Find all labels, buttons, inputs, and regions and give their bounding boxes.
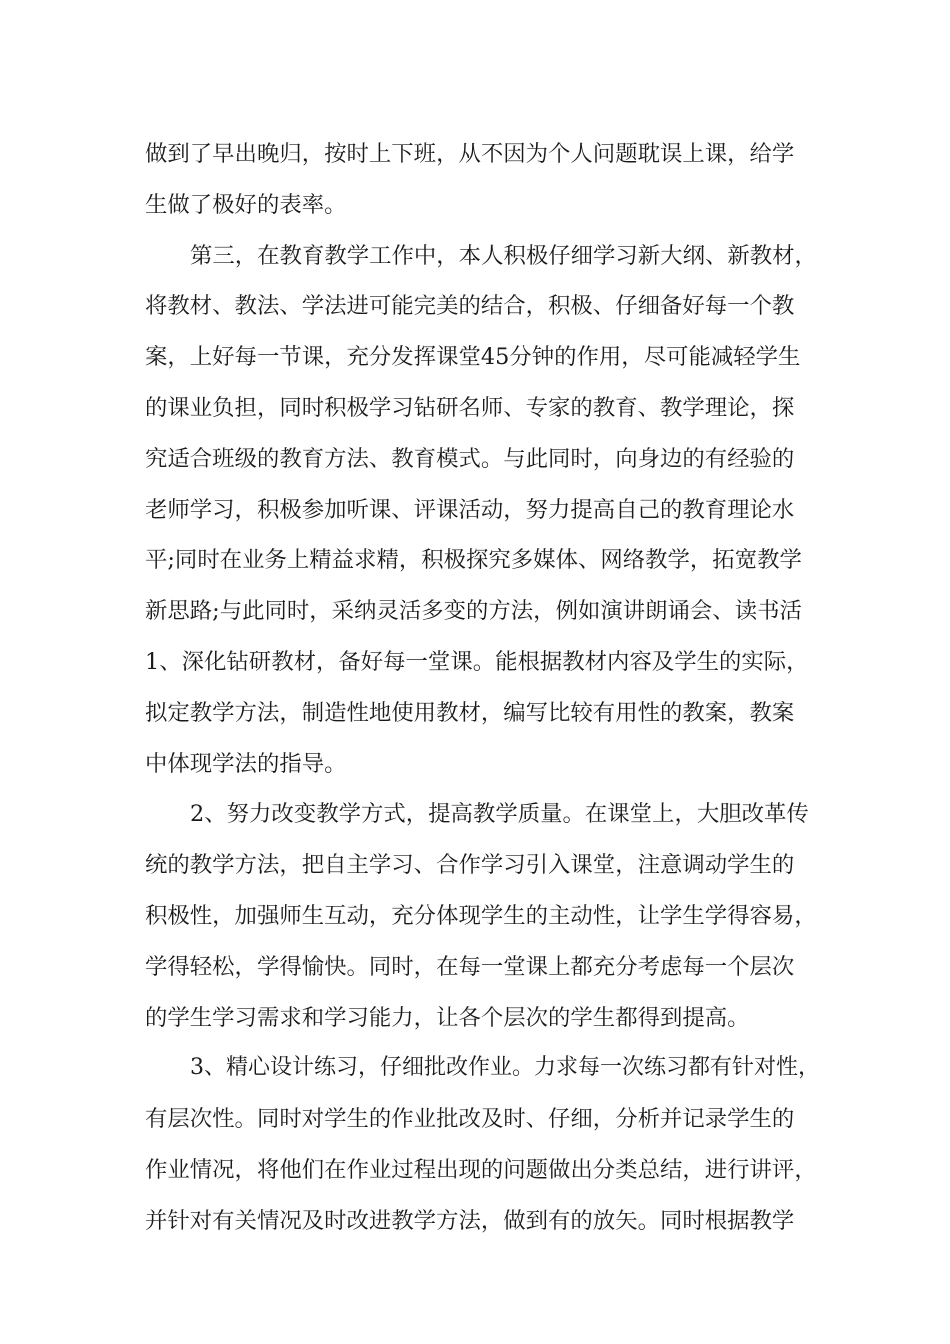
text-line: 有层次性。同时对学生的作业批改及时、仔细，分析并记录学生的 — [145, 1106, 795, 1133]
text-line: 的学生学习需求和学习能力，让各个层次的学生都得到提高。 — [145, 1004, 750, 1031]
text-line: 平;同时在业务上精益求精，积极探究多媒体、网络教学，拓宽教学 — [145, 547, 802, 574]
text-line: 中体现学法的指导。 — [145, 750, 347, 777]
text-line: 3、精心设计练习，仔细批改作业。力求每一次练习都有针对性， — [190, 1055, 820, 1081]
text-line: 并针对有关情况及时改进教学方法，做到有的放矢。同时根据教学 — [145, 1207, 795, 1234]
text-line: 1、深化钻研教材，备好每一堂课。能根据教材内容及学生的实际， — [145, 648, 809, 675]
text-line: 拟定教学方法，制造性地使用教材，编写比较有用性的教案，教案 — [145, 699, 795, 726]
text-line: 的课业负担，同时积极学习钻研名师、专家的教育、教学理论，探 — [145, 394, 795, 421]
text-line: 作业情况，将他们在作业过程出现的问题做出分类总结，进行讲评， — [145, 1156, 817, 1183]
text-line: 新思路;与此同时，采纳灵活多变的方法，例如演讲朗诵会、读书活 — [145, 598, 802, 625]
text-line: 做到了早出晚归，按时上下班，从不因为个人问题耽误上课，给学 — [145, 141, 795, 167]
text-line: 2、努力改变教学方式，提高教学质量。在课堂上，大胆改革传 — [190, 801, 809, 828]
text-line: 第三，在教育教学工作中，本人积极仔细学习新大纲、新教材， — [190, 242, 817, 269]
text-line: 案，上好每一节课，充分发挥课堂45分钟的作用，尽可能减轻学生 — [145, 344, 801, 371]
text-line: 究适合班级的教育方法、教育模式。与此同时，向身边的有经验的 — [145, 445, 795, 472]
text-line: 生做了极好的表率。 — [145, 191, 347, 218]
text-line: 老师学习，积极参加听课、评课活动，努力提高自己的教育理论水 — [145, 496, 795, 523]
text-line: 将教材、教法、学法进可能完美的结合，积极、仔细备好每一个教 — [145, 293, 795, 320]
text-line: 积极性，加强师生互动，充分体现学生的主动性，让学生学得容易， — [145, 902, 817, 929]
text-line: 统的教学方法，把自主学习、合作学习引入课堂，注意调动学生的 — [145, 852, 795, 879]
text-line: 学得轻松，学得愉快。同时，在每一堂课上都充分考虑每一个层次 — [145, 953, 795, 980]
document-body — [145, 129, 820, 1247]
